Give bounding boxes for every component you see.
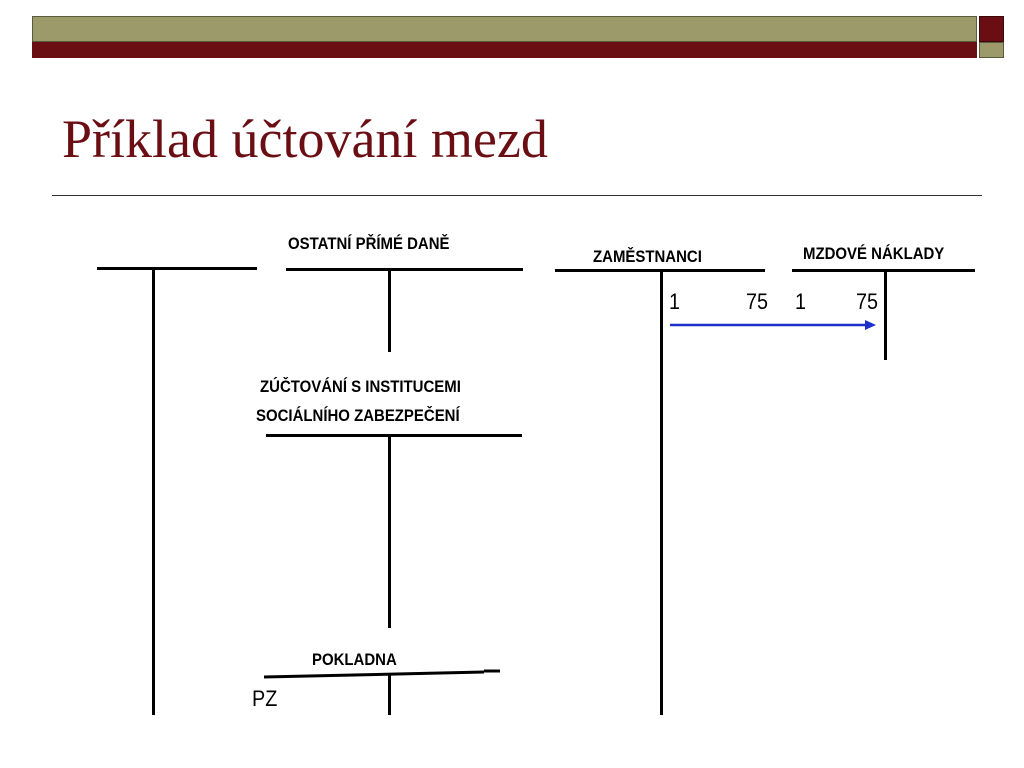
zamestnanci-entry-number: 1 — [669, 289, 681, 314]
account-label-pokladna: POKLADNA — [312, 650, 397, 669]
t-account-zuctovani-stem — [388, 436, 391, 628]
t-account-pokladna-top — [262, 664, 504, 680]
mzdove-entry-amount: 75 — [856, 289, 879, 314]
title-underline — [52, 195, 982, 196]
account-label-mzdove-naklady: MZDOVÉ NÁKLADY — [803, 244, 945, 263]
header-band-red — [32, 42, 977, 58]
account-label-zuctovani-line1: ZÚČTOVÁNÍ S INSTITUCEMI — [260, 377, 461, 396]
mzdove-entry-number: 1 — [795, 289, 807, 314]
header-square-red — [979, 16, 1004, 42]
t-account-zuctovani-top — [266, 434, 522, 437]
pokladna-opening-balance: PZ — [252, 686, 278, 711]
account-label-zuctovani-line2: SOCIÁLNÍHO ZABEZPEČENÍ — [256, 406, 460, 425]
header-band-olive — [32, 16, 977, 42]
t-account-ostatni-prime-dane-top — [286, 268, 523, 271]
transfer-arrow-head — [865, 320, 876, 330]
t-account-unlabeled-stem — [152, 268, 155, 715]
account-label-zamestnanci: ZAMĚSTNANCI — [593, 247, 702, 266]
slide-title: Příklad účtování mezd — [62, 109, 548, 169]
header-square-olive — [979, 42, 1004, 58]
t-account-unlabeled-top — [97, 267, 257, 270]
t-account-pokladna-stem — [388, 675, 391, 715]
pokladna-top-line — [264, 672, 484, 677]
account-label-ostatni-prime-dane: OSTATNÍ PŘÍMÉ DANĚ — [288, 234, 450, 253]
transfer-arrow — [660, 310, 890, 340]
t-account-ostatni-prime-dane-stem — [388, 270, 391, 352]
zamestnanci-entry-amount: 75 — [746, 289, 769, 314]
